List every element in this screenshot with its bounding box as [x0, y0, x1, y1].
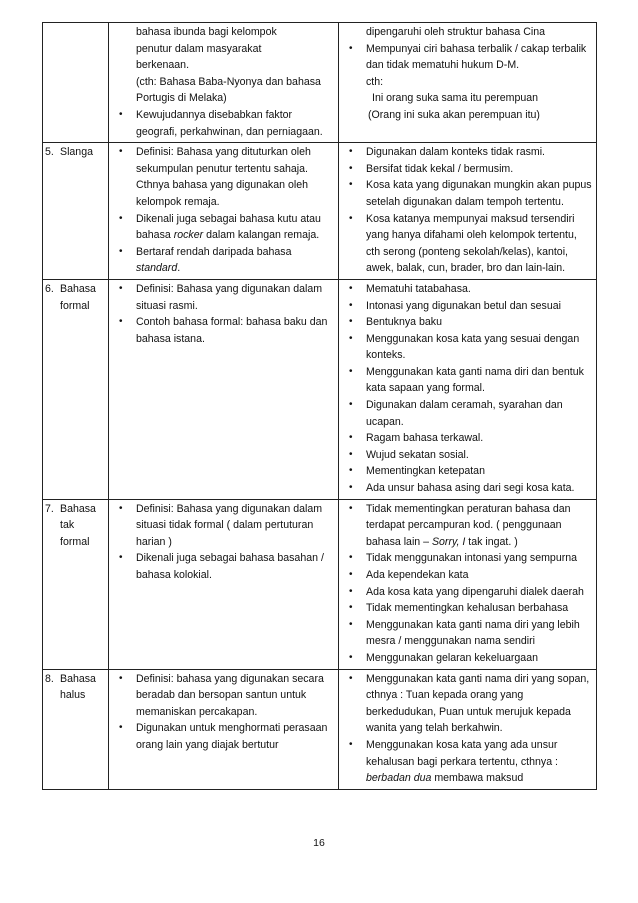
category-number: 6.	[45, 282, 54, 295]
list-item: • Tidak menggunakan intonasi yang sempurna	[343, 550, 592, 567]
definition-cell	[109, 669, 339, 789]
category-cell	[43, 143, 109, 280]
table-row-halus	[43, 669, 597, 789]
continuation-line: (cth: Bahasa Baba-Nyonya dan bahasa	[136, 75, 321, 88]
table-row-formal	[43, 279, 597, 499]
feature-cell	[339, 279, 597, 499]
example-line: Ini orang suka sama itu perempuan	[372, 92, 539, 105]
list-item: • Mempunyai ciri bahasa terbalik / cakap terbalik dan tidak mematuhi hukum D-M.	[343, 41, 592, 74]
list-item: • Bersifat tidak kekal / bermusim.	[343, 161, 592, 178]
list-item: • Bertaraf rendah daripada bahasa standard.	[113, 244, 334, 277]
list-item: • Definisi: Bahasa yang digunakan dalam situasi rasmi.	[113, 281, 334, 314]
list-item: • Dikenali juga sebagai bahasa kutu atau bahasa rocker dalam kalangan remaja.	[113, 211, 334, 244]
category-name: halus	[60, 689, 86, 702]
continuation-line: dipengaruhi oleh struktur bahasa Cina	[366, 26, 546, 38]
list-item: • Intonasi yang digunakan betul dan sesuai	[343, 298, 592, 315]
list-item: • Contoh bahasa formal: bahasa baku dan bahasa istana.	[113, 314, 334, 347]
continuation-line: Portugis di Melaka)	[136, 92, 227, 105]
category-number: 5.	[45, 146, 54, 159]
category-name: Slanga	[60, 146, 93, 159]
continuation-line: bahasa ibunda bagi kelompok	[136, 26, 277, 38]
list-item: • Ada kosa kata yang dipengaruhi dialek daerah	[343, 584, 592, 601]
language-variety-table	[42, 22, 597, 790]
table-row-continuation	[43, 23, 597, 143]
list-item: • Digunakan dalam ceramah, syarahan dan ucapan.	[343, 397, 592, 430]
definition-cell	[109, 499, 339, 669]
category-name: Bahasa	[60, 502, 96, 515]
list-item: • Definisi: Bahasa yang digunakan dalam situasi tidak formal ( dalam pertuturan harian )	[113, 501, 334, 551]
table-row-tak-formal	[43, 499, 597, 669]
continuation-line: penutur dalam masyarakat	[136, 42, 262, 55]
feature-cell	[339, 23, 597, 143]
list-item: • Kosa katanya mempunyai maksud tersendiri yang hanya difahami oleh kelompok tertentu, cth serong (ponteng sekolah/kelas), kantoi, awek, balak, cun, brader, bro dan lain-lain.	[343, 211, 592, 277]
list-item: • Ada unsur bahasa asing dari segi kosa kata.	[343, 480, 592, 497]
list-item: • Menggunakan kata ganti nama diri yang sopan, cthnya : Tuan kepada orang yang berkedudukan, Puan untuk merujuk kepada wanita yang telah berkahwin.	[343, 671, 592, 737]
category-cell-empty	[43, 23, 109, 143]
feature-cell	[339, 499, 597, 669]
list-item: • Menggunakan kosa kata yang ada unsur kehalusan bagi perkara tertentu, cthnya : berbadan dua membawa maksud	[343, 737, 592, 787]
list-item: • Menggunakan gelaran kekeluargaan	[343, 650, 592, 667]
document-page	[42, 22, 596, 790]
list-item: • Definisi: bahasa yang digunakan secara beradab dan bersopan santun untuk memaniskan percakapan.	[113, 671, 334, 721]
category-cell	[43, 279, 109, 499]
list-item: • Menggunakan kata ganti nama diri yang lebih mesra / menggunakan nama sendiri	[343, 617, 592, 650]
category-number: 8.	[45, 672, 54, 685]
list-item: • Menggunakan kata ganti nama diri dan bentuk kata sapaan yang formal.	[343, 364, 592, 397]
category-name: Bahasa	[60, 672, 96, 685]
list-item: • Definisi: Bahasa yang dituturkan oleh sekumpulan penutur tertentu sahaja. Cthnya bahasa yang digunakan oleh kelompok remaja.	[113, 144, 334, 210]
list-item: • Mematuhi tatabahasa.	[343, 281, 592, 298]
list-item: • Kosa kata yang digunakan mungkin akan pupus setelah digunakan dalam tempoh tertentu.	[343, 177, 592, 210]
list-item: • Mementingkan ketepatan	[343, 463, 592, 480]
category-name: formal	[60, 299, 90, 312]
feature-cell	[339, 669, 597, 789]
list-item: • Tidak mementingkan kehalusan berbahasa	[343, 600, 592, 617]
category-cell	[43, 499, 109, 669]
definition-cell	[109, 23, 339, 143]
page-number: 16	[313, 837, 325, 849]
list-item: • Ada kependekan kata	[343, 567, 592, 584]
table-row-slanga	[43, 143, 597, 280]
definition-cell	[109, 279, 339, 499]
list-item: • Bentuknya baku	[343, 314, 592, 331]
definition-cell	[109, 143, 339, 280]
feature-cell	[339, 143, 597, 280]
category-cell	[43, 669, 109, 789]
list-item: • Menggunakan kosa kata yang sesuai dengan konteks.	[343, 331, 592, 364]
category-number: 7.	[45, 502, 54, 515]
list-item: • Wujud sekatan sosial.	[343, 447, 592, 464]
category-name: Bahasa	[60, 282, 96, 295]
list-item: • Ragam bahasa terkawal.	[343, 430, 592, 447]
list-item: • Dikenali juga sebagai bahasa basahan / bahasa kolokial.	[113, 550, 334, 583]
list-item: • Kewujudannya disebabkan faktor geografi, perkahwinan, dan perniagaan.	[113, 107, 334, 140]
list-item: • Digunakan dalam konteks tidak rasmi.	[343, 144, 592, 161]
category-name: formal	[60, 535, 90, 548]
example-label: cth:	[366, 75, 384, 88]
example-line: (Orang ini suka akan perempuan itu)	[368, 108, 540, 121]
list-item: • Digunakan untuk menghormati perasaan orang lain yang diajak bertutur	[113, 720, 334, 753]
list-item: • Tidak mementingkan peraturan bahasa dan terdapat percampuran kod. ( penggunaan bahasa lain – Sorry, I tak ingat. )	[343, 501, 592, 551]
continuation-line: berkenaan.	[136, 59, 190, 72]
category-name: tak	[60, 519, 75, 532]
